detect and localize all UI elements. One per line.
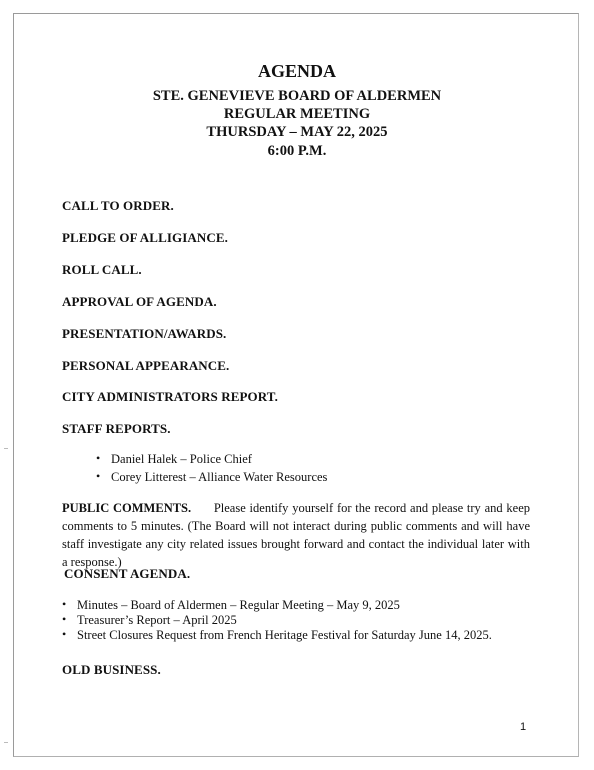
margin-mark [4,448,8,449]
agenda-title: AGENDA [257,61,336,81]
bullet-icon: • [62,612,67,626]
public-comments-text: Please identify yourself for the record and please try and keep comments to 5 minutes. (The Board will not interact during public comments and will have staff investigate any city related issues brought forward and contact the individual later with a response.) [62,501,530,569]
bullet-icon: • [96,469,101,483]
bullet-icon: • [62,597,67,611]
item-consent-agenda: CONSENT AGENDA. [64,566,191,581]
page-number: 1 [520,721,527,733]
item-roll-call: ROLL CALL. [62,262,142,277]
margin-mark [4,742,8,743]
meeting-date: THURSDAY – MAY 22, 2025 [206,124,388,140]
item-call-to-order: CALL TO ORDER. [62,198,174,213]
item-approval-of-agenda: APPROVAL OF AGENDA. [62,294,217,309]
bullet-icon: • [62,627,67,641]
item-old-business: OLD BUSINESS. [62,662,161,677]
consent-item-text: Treasurer’s Report – April 2025 [77,613,237,627]
public-comments-paragraph [62,499,530,571]
meeting-type: REGULAR MEETING [223,106,371,122]
item-city-administrators-report: CITY ADMINISTRATORS REPORT. [62,389,278,404]
staff-report-text: Corey Litterest – Alliance Water Resources [111,470,328,484]
board-name: STE. GENEVIEVE BOARD OF ALDERMEN [152,88,442,104]
item-personal-appearance: PERSONAL APPEARANCE. [62,358,230,373]
item-presentation-awards: PRESENTATION/AWARDS. [62,326,227,341]
item-staff-reports: STAFF REPORTS. [62,421,171,436]
consent-item-text: Minutes – Board of Aldermen – Regular Meeting – May 9, 2025 [77,598,400,612]
public-comments-heading: PUBLIC COMMENTS. [62,501,192,515]
consent-item-text: Street Closures Request from French Heritage Festival for Saturday June 14, 2025. [77,628,492,642]
bullet-icon: • [96,451,101,465]
item-pledge: PLEDGE OF ALLIGIANCE. [62,230,228,245]
staff-report-text: Daniel Halek – Police Chief [111,452,252,466]
meeting-time: 6:00 P.M. [267,143,327,159]
